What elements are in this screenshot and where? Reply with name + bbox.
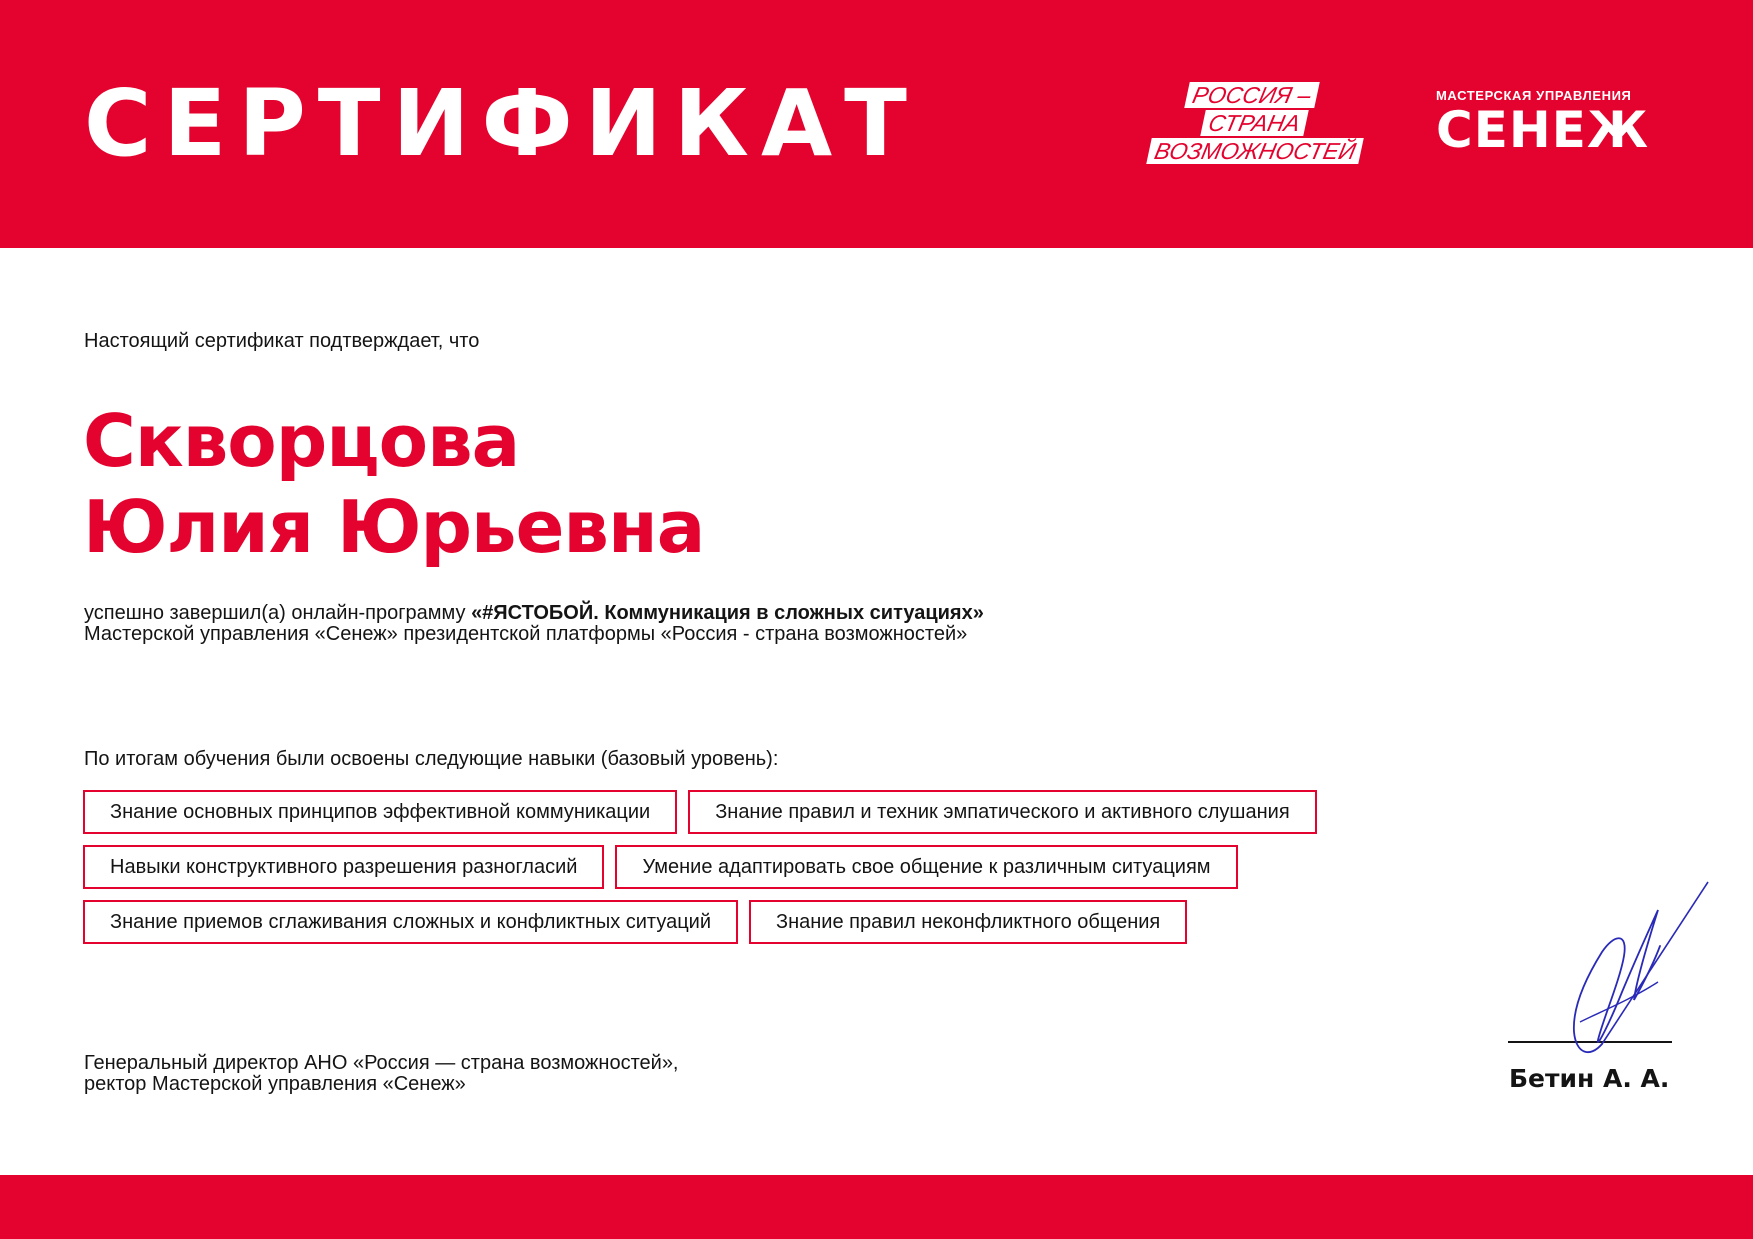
footer-band: [0, 1175, 1753, 1239]
certificate-title: СЕРТИФИКАТ: [84, 70, 919, 177]
signer-position-line1: Генеральный директор АНО «Россия — страна возможностей»,: [84, 1052, 679, 1074]
logo-rus-line2: СТРАНА: [1200, 110, 1308, 136]
skill-chip: Знание правил неконфликтного общения: [749, 900, 1187, 944]
senezh-logo: [1436, 88, 1676, 159]
program-organizer: Мастерской управления «Сенеж» президентской платформы «Россия - страна возможностей»: [84, 623, 968, 645]
signer-position-line2: ректор Мастерской управления «Сенеж»: [84, 1073, 466, 1095]
russia-land-of-opportunity-logo: [1145, 80, 1360, 168]
skills-row: [83, 845, 1483, 889]
skills-intro: По итогам обучения были освоены следующие навыки (базовый уровень):: [84, 748, 779, 770]
skill-chip: Знание приемов сглаживания сложных и конфликтных ситуаций: [83, 900, 738, 944]
handwritten-signature-icon: [1540, 872, 1710, 1072]
skills-list: [83, 790, 1483, 955]
skill-chip: Навыки конструктивного разрешения разногласий: [83, 845, 604, 889]
signer-name: Бетин А. А.: [1509, 1064, 1670, 1093]
logo-rus-line1: РОССИЯ –: [1184, 82, 1319, 108]
skill-chip: Знание правил и техник эмпатического и активного слушания: [688, 790, 1316, 834]
signer-position: [84, 1053, 679, 1095]
senezh-logo-subtitle: МАСТЕРСКАЯ УПРАВЛЕНИЯ: [1436, 88, 1632, 103]
confirm-text: Настоящий сертификат подтверждает, что: [84, 330, 480, 352]
recipient-given-names: Юлия Юрьевна: [83, 485, 705, 569]
recipient-name: [83, 398, 704, 570]
program-name: «#ЯСТОБОЙ. Коммуникация в сложных ситуациях»: [471, 602, 984, 624]
senezh-logo-name: СЕНЕЖ: [1436, 101, 1650, 159]
recipient-surname: Скворцова: [83, 399, 520, 483]
skill-chip: Знание основных принципов эффективной коммуникации: [83, 790, 677, 834]
program-lead: успешно завершил(а) онлайн-программу: [84, 602, 472, 624]
skills-row: [83, 900, 1483, 944]
skill-chip: Умение адаптировать свое общение к различным ситуациям: [615, 845, 1237, 889]
logo-rus-line3: ВОЗМОЖНОСТЕЙ: [1146, 138, 1364, 164]
program-statement: [84, 603, 984, 645]
skills-row: [83, 790, 1483, 834]
